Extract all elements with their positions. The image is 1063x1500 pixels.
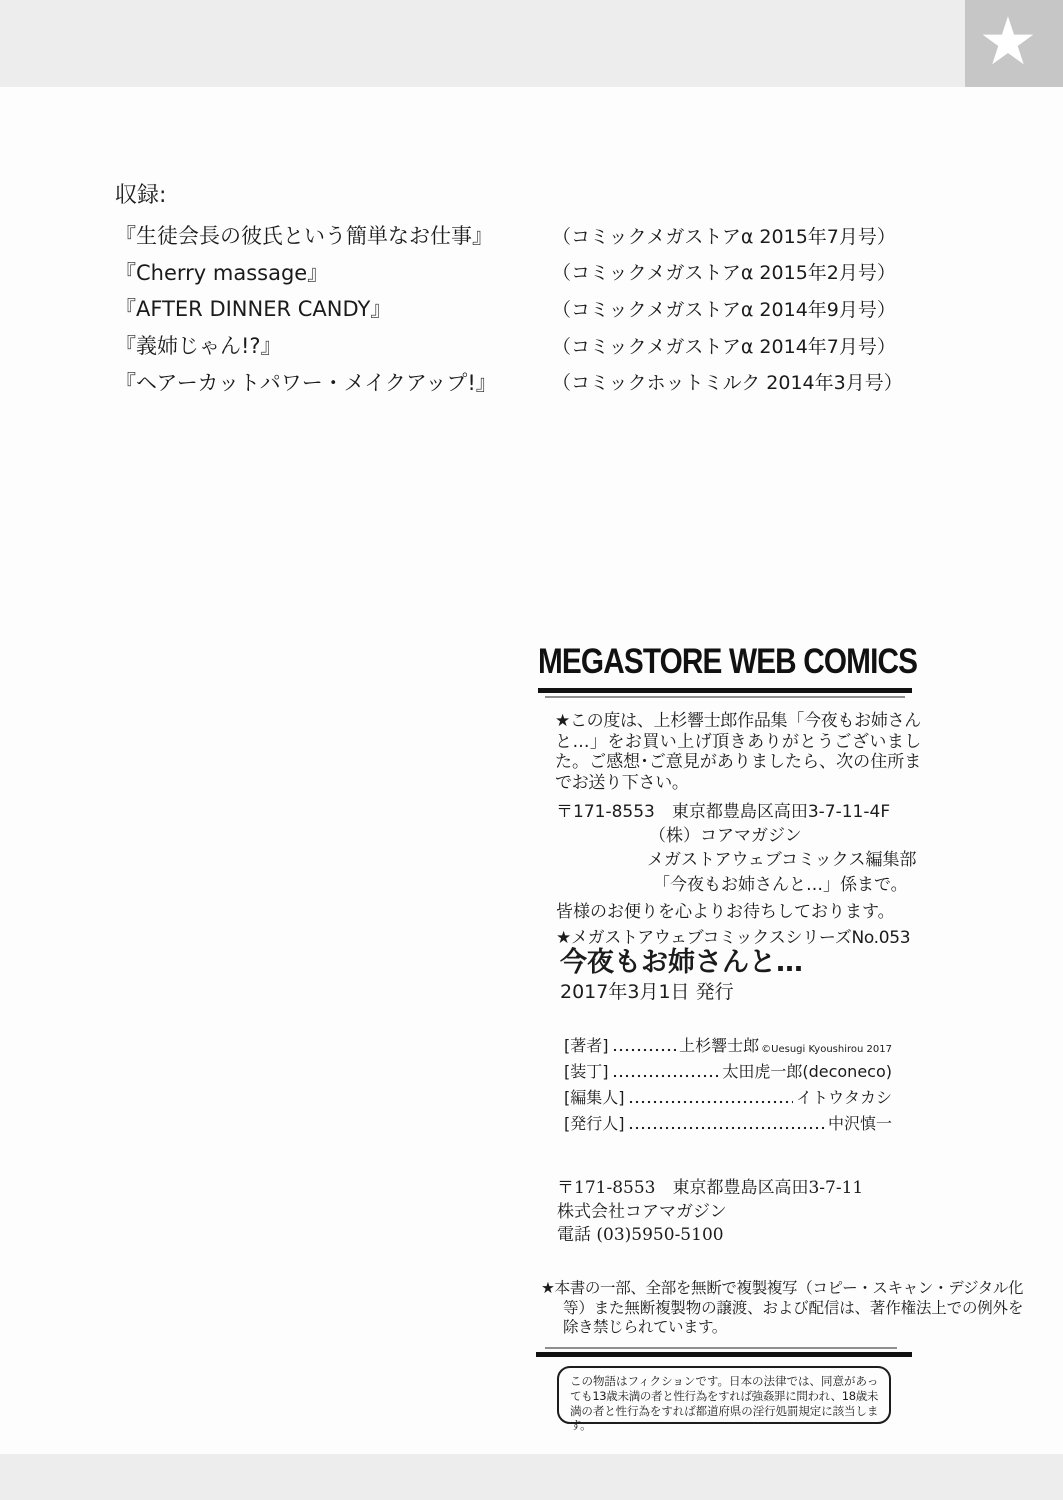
thanks-paragraph: ★この度は、上杉響士郎作品集「今夜もお姉さんと…」をお買い上げ頂きありがとうございました。ご感想･ご意見がありましたら、次の住所までお送り下さい。 — [555, 711, 921, 793]
list-item — [115, 217, 955, 254]
credits-list — [564, 1030, 892, 1134]
address-line: 〒171-8553 東京都豊島区高田3-7-11-4F — [556, 802, 891, 822]
book-title: 今夜もお姉さんと… — [560, 947, 803, 978]
copyright-note: ©Uesugi Kyoushirou 2017 — [761, 1044, 892, 1055]
list-item — [115, 254, 955, 291]
bottom-gray-bar — [0, 1454, 1063, 1500]
address-line: （株）コアマガジン — [649, 826, 802, 847]
story-title: 『AFTER DINNER CANDY』 — [115, 297, 392, 322]
publisher-line: 電話 (03)5950-5100 — [557, 1225, 724, 1246]
credit-label: [発行人] — [564, 1114, 625, 1133]
fiction-disclaimer-text: この物語はフィクションです。日本の法律では、同意があっても13歳未満の者と性行為をすれば強姦罪に問われ、18歳未満の者と性行為をすれば都道府県の淫行処罰規定に該当します。 — [570, 1374, 878, 1433]
top-gray-bar — [0, 0, 1063, 87]
story-source: （コミックメガストアα 2015年2月号） — [552, 262, 896, 285]
address-line: メガストアウェブコミックス編集部 — [647, 850, 917, 871]
credit-name: 中沢慎一 — [827, 1114, 892, 1133]
contents-list — [115, 184, 955, 400]
credit-row — [564, 1108, 892, 1134]
credit-label: [装丁] — [564, 1062, 609, 1081]
credit-row — [564, 1030, 892, 1056]
address-line: 「今夜もお姉さんと…」係まで。 — [653, 874, 908, 895]
story-source: （コミックホットミルク 2014年3月号） — [552, 372, 903, 395]
credit-label: [編集人] — [564, 1088, 625, 1107]
credit-row — [564, 1056, 892, 1082]
dotted-leader — [612, 1046, 677, 1053]
story-source: （コミックメガストアα 2014年9月号） — [552, 298, 896, 321]
star-icon: ★ — [978, 2, 1038, 80]
contents-rows — [115, 217, 955, 400]
fiction-disclaimer-box — [557, 1366, 891, 1433]
divider — [536, 1352, 912, 1357]
story-title: 『義姉じゃん!?』 — [115, 334, 282, 359]
list-item — [115, 363, 955, 400]
dotted-leader — [612, 1072, 720, 1079]
credit-row — [564, 1082, 892, 1108]
story-title: 『生徒会長の彼氏という簡単なお仕事』 — [115, 224, 493, 249]
dotted-leader — [628, 1124, 825, 1131]
publisher-block — [557, 1177, 863, 1248]
copyright-paragraph: ★本書の一部、全部を無断で複製複写（コピー・スキャン・デジタル化等）また無断複製物の譲渡、および配信は、著作権法上での例外を除き禁じられています。 — [541, 1279, 1023, 1337]
publish-date: 2017年3月1日 発行 — [560, 981, 734, 1003]
divider — [538, 688, 912, 693]
credit-label: [著者] — [564, 1036, 609, 1055]
credit-name: イトウタカシ — [796, 1088, 892, 1107]
dotted-leader — [628, 1098, 794, 1105]
credit-name: 上杉響士郎 — [679, 1036, 760, 1055]
editorial-address — [556, 800, 916, 897]
divider — [545, 1347, 897, 1349]
star-corner-tile — [965, 0, 1063, 87]
story-title: 『ヘアーカットパワー・メイクアップ!』 — [115, 370, 497, 395]
contents-heading: 収録: — [115, 183, 167, 208]
list-item — [115, 327, 955, 364]
divider — [545, 696, 905, 698]
publisher-line: 〒171-8553 東京都豊島区高田3-7-11 — [557, 1178, 864, 1198]
series-number: ★メガストアウェブコミックスシリーズNo.053 — [556, 928, 911, 948]
story-source: （コミックメガストアα 2015年7月号） — [552, 225, 896, 248]
story-title: 『Cherry massage』 — [115, 260, 329, 285]
story-source: （コミックメガストアα 2014年7月号） — [552, 335, 896, 358]
await-note: 皆様のお便りを心よりお待ちしております。 — [556, 902, 895, 922]
imprint-logo: MEGASTORE WEB COMICS — [538, 642, 918, 681]
list-item — [115, 290, 955, 327]
publisher-line: 株式会社コアマガジン — [557, 1201, 727, 1222]
credit-name: 太田虎一郎(deconeco) — [722, 1062, 892, 1081]
